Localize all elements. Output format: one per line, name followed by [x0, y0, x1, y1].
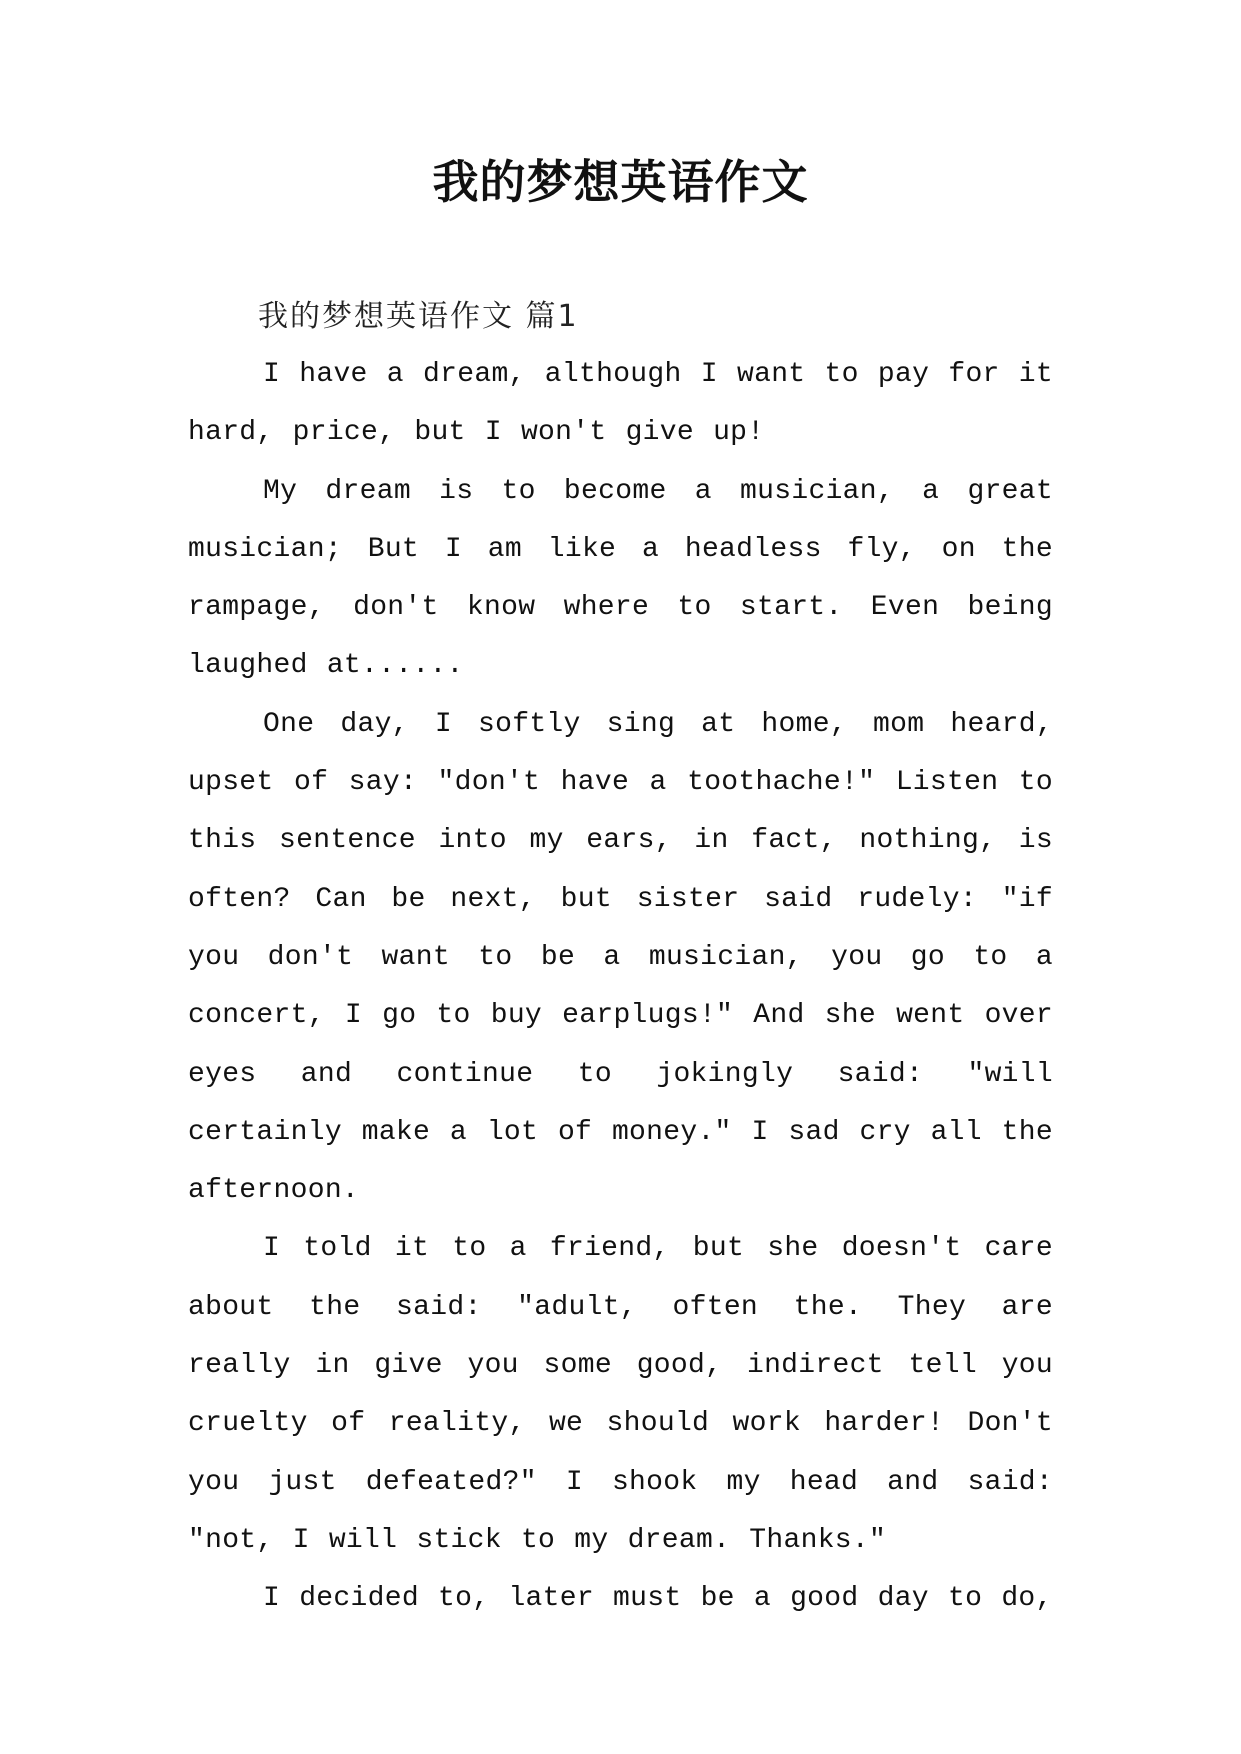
paragraph: My dream is to become a musician, a great musician; But I am like a headless fly, on the rampage, don't know where to start. Even being laughed at......	[188, 475, 1053, 682]
section-heading: 我的梦想英语作文 篇1	[258, 299, 579, 334]
paragraph: I told it to a friend, but she doesn't care about the said: "adult, often the. They are really in give you some good, indirect tell you cruelty of reality, we should work harder! Don't you just defeated?" I shook my head and said: "not, I will stick to my dream. Thanks."	[188, 1233, 1053, 1556]
document-title: 我的梦想英语作文	[432, 155, 809, 209]
document-body	[188, 288, 1053, 1629]
paragraph: One day, I softly sing at home, mom heard, upset of say: "don't have a toothache!" Listen to this sentence into my ears, in fact, nothing, is often? Can be next, but sister said rudely: "if you don't want to be a musician, you go to a concert, I go to buy earplugs!" And she went over eyes and continue to jokingly said: "will certainly make a lot of money." I sad cry all the afternoon.	[188, 708, 1053, 1207]
paragraph: I have a dream, although I want to pay for it hard, price, but I won't give up!	[188, 359, 1053, 449]
paragraph: I decided to, later must be a good day to do,	[263, 1583, 1053, 1615]
